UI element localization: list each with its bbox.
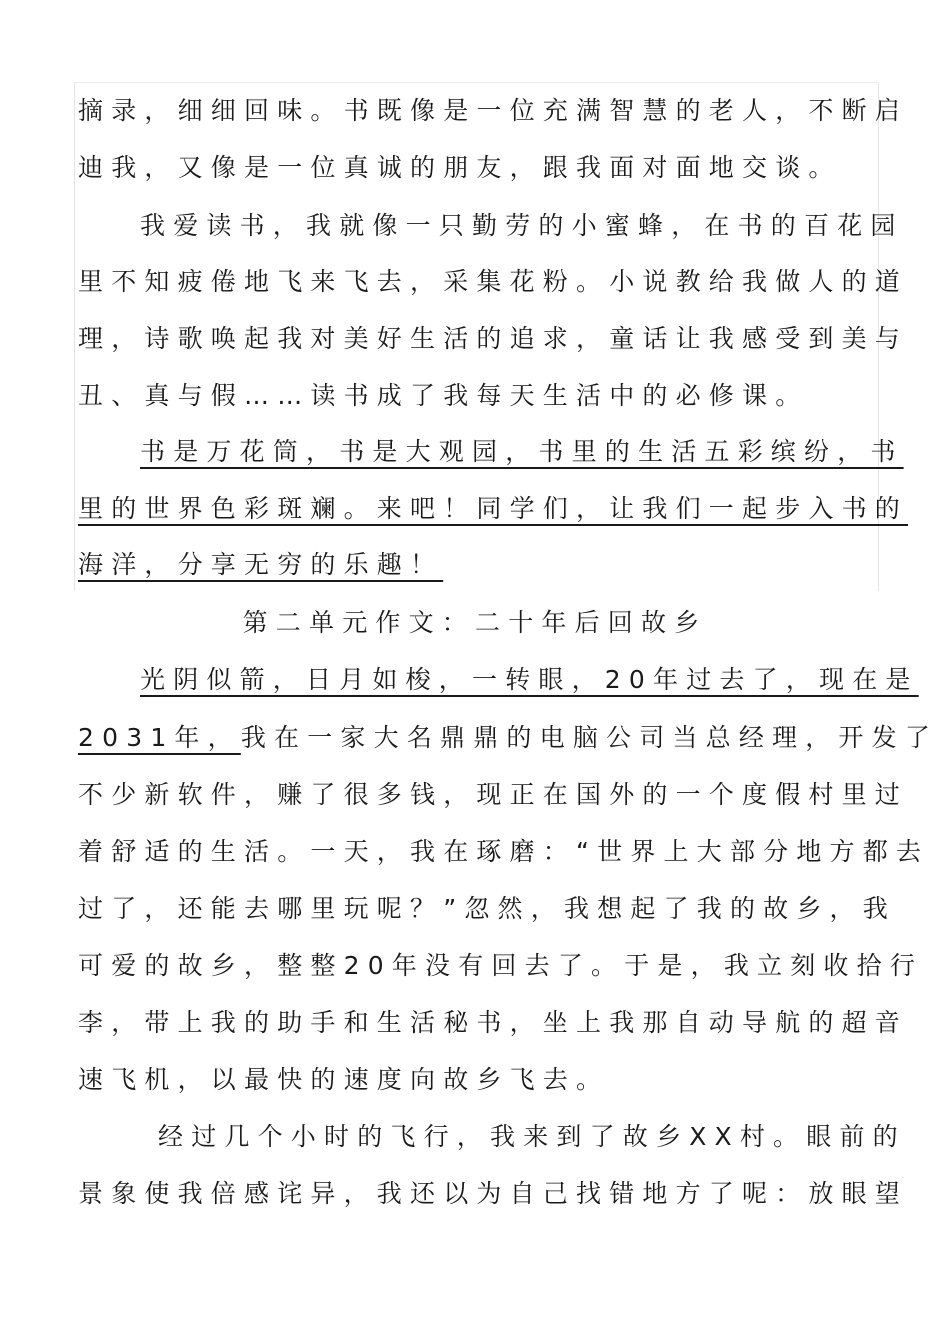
paragraph-line: 我爱读书，我就像一只勤劳的小蜜蜂，在书的百花园 [140,211,904,240]
underlined-year: 2031年， [78,723,241,752]
underlined-line: 光阴似箭，日月如梭，一转眼，20年过去了，现在是 [140,665,919,694]
paragraph-line: 迪我，又像是一位真诚的朋友，跟我面对面地交谈。 [78,153,842,182]
paragraph-line: 理，诗歌唤起我对美好生活的追求，童话让我感受到美与 [78,324,909,353]
essay-title: 第二单元作文：二十年后回故乡 [242,608,708,637]
paragraph-line: 着舒适的生活。一天，我在琢磨：“世界上大部分地方都去 [78,837,930,866]
underlined-line: 海洋，分享无穷的乐趣！ [78,550,444,579]
paragraph-line: 丑、真与假……读书成了我每天生活中的必修课。 [78,381,809,410]
paragraph-line: 速飞机，以最快的速度向故乡飞去。 [78,1065,610,1094]
paragraph-line: 摘录，细细回味。书既像是一位充满智慧的老人，不断启 [78,96,909,125]
underlined-line: 里的世界色彩斑斓。来吧！同学们，让我们一起步入书的 [78,494,909,523]
paragraph-line: 过了，还能去哪里玩呢？”忽然，我想起了我的故乡，我 [78,894,896,923]
paragraph-line: 经过几个小时的飞行，我来到了故乡XX村。眼前的 [158,1122,906,1151]
paragraph-line [78,718,939,758]
line-text: 我在一家大名鼎鼎的电脑公司当总经理，开发了 [240,723,939,752]
paragraph-line: 李，带上我的助手和生活秘书，坐上我那自动导航的超音 [78,1008,909,1037]
paragraph-line: 景象使我倍感诧异，我还以为自己找错地方了呢：放眼望 [78,1179,909,1208]
underlined-line: 书是万花筒，书是大观园，书里的生活五彩缤纷，书 [140,437,904,466]
paragraph-line: 可爱的故乡，整整20年没有回去了。于是，我立刻收拾行 [78,951,924,980]
paragraph-line: 不少新软件，赚了很多钱，现正在国外的一个度假村里过 [78,780,909,809]
paragraph-line: 里不知疲倦地飞来飞去，采集花粉。小说教给我做人的道 [78,267,909,296]
